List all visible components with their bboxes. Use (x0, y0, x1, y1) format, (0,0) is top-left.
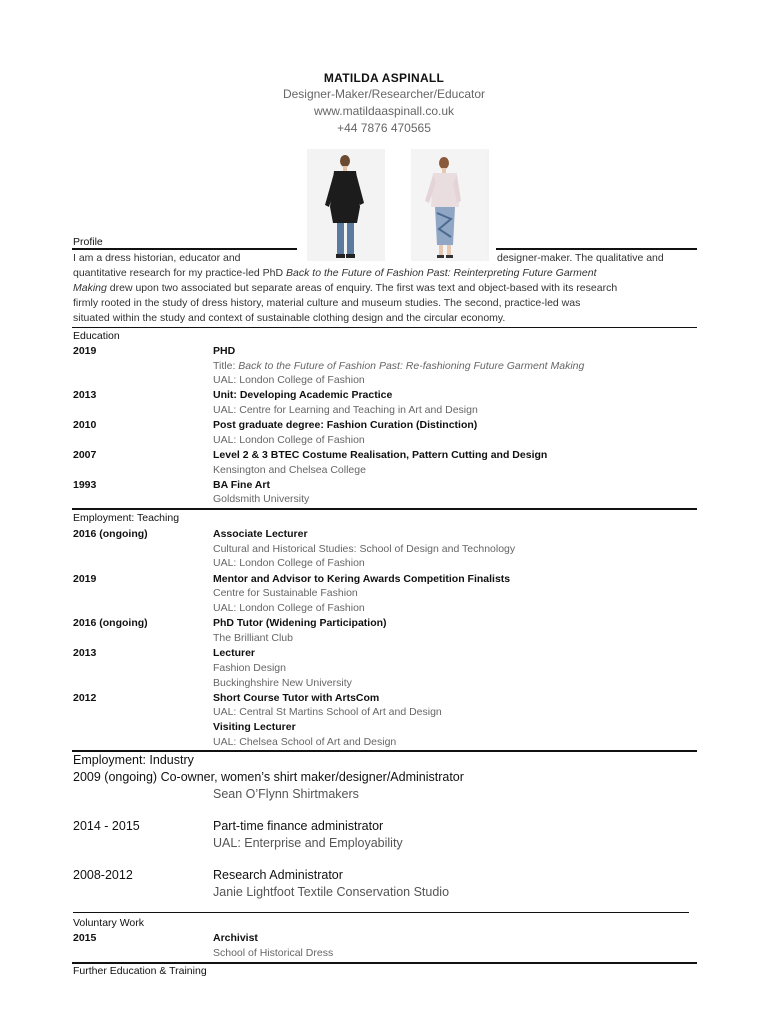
cv-name: MATILDA ASPINALL (323, 71, 445, 85)
industry-title: Research Administrator (213, 868, 343, 882)
profile-line-3 (73, 282, 617, 294)
divider (72, 962, 697, 964)
teaching-institution: UAL: London College of Fashion (213, 557, 365, 569)
education-thesis-title: Back to the Future of Fashion Past: Re-fashioning Future Garment Making (238, 360, 585, 372)
teaching-year: 2012 (73, 692, 97, 704)
profile-line-5: situated within the study and context of sustainable clothing design and the circular economy. (73, 312, 506, 324)
teaching-detail: Fashion Design (213, 662, 286, 674)
education-year: 2019 (73, 345, 97, 357)
teaching-year: 2019 (73, 573, 97, 585)
industry-year: 2014 - 2015 (73, 819, 140, 833)
divider (72, 508, 697, 510)
education-heading: Education (73, 330, 120, 342)
profile-line-1-left: I am a dress historian, educator and (73, 252, 241, 264)
education-year: 2007 (73, 449, 97, 461)
cv-role: Designer-Maker/Researcher/Educator (282, 87, 486, 101)
further-education-heading: Further Education & Training (73, 965, 207, 977)
portrait-photo-right (411, 149, 489, 261)
education-detail-label: Title: (213, 360, 239, 372)
education-institution: UAL: Centre for Learning and Teaching in Art and Design (213, 404, 478, 416)
voluntary-organisation: School of Historical Dress (213, 947, 334, 959)
portrait-photo-left (307, 149, 385, 261)
education-institution: UAL: London College of Fashion (213, 374, 365, 386)
industry-title: Part-time finance administrator (213, 819, 384, 833)
education-year: 1993 (73, 479, 97, 491)
profile-thesis-title: Back to the Future of Fashion Past: Reinterpreting Future Garment (286, 267, 597, 279)
industry-first-entry: 2009 (ongoing) Co-owner, women’s shirt maker/designer/Administrator (73, 770, 464, 784)
teaching-institution: UAL: Chelsea School of Art and Design (213, 736, 397, 748)
education-institution: Goldsmith University (213, 493, 310, 505)
cv-phone: +44 7876 470565 (337, 121, 431, 135)
education-institution: UAL: London College of Fashion (213, 434, 365, 446)
teaching-institution: UAL: Central St Martins School of Art and Design (213, 706, 442, 718)
education-year: 2010 (73, 419, 97, 431)
education-title: Unit: Developing Academic Practice (213, 389, 393, 401)
industry-employer: UAL: Enterprise and Employability (213, 836, 403, 850)
education-title: Post graduate degree: Fashion Curation (Distinction) (213, 419, 478, 431)
profile-thesis-title-end: Making (73, 282, 107, 294)
teaching-title: Visiting Lecturer (213, 721, 296, 733)
teaching-title: Mentor and Advisor to Kering Awards Competition Finalists (213, 573, 511, 585)
industry-employer: Sean O’Flynn Shirtmakers (213, 787, 359, 801)
teaching-institution: The Brilliant Club (213, 632, 293, 644)
voluntary-heading: Voluntary Work (73, 917, 145, 929)
education-year: 2013 (73, 389, 97, 401)
teaching-institution: Buckinghshire New University (213, 677, 352, 689)
education-detail (213, 360, 584, 372)
voluntary-title: Archivist (213, 932, 258, 944)
teaching-title: PhD Tutor (Widening Participation) (213, 617, 387, 629)
profile-rule-right (496, 248, 697, 250)
teaching-title: Associate Lecturer (213, 528, 308, 540)
teaching-heading: Employment: Teaching (73, 512, 180, 524)
education-title: PHD (213, 345, 236, 357)
divider (72, 750, 697, 752)
teaching-title: Short Course Tutor with ArtsCom (213, 692, 380, 704)
profile-line-4: firmly rooted in the study of dress history, material culture and museum studies. The second, practice-led was (73, 297, 581, 309)
underscore-divider (73, 912, 689, 913)
education-title: Level 2 & 3 BTEC Costume Realisation, Pattern Cutting and Design (213, 449, 548, 461)
teaching-year: 2016 (ongoing) (73, 617, 148, 629)
profile-line-2-text: quantitative research for my practice-led PhD (73, 267, 287, 279)
profile-rule-left (72, 248, 297, 250)
industry-employer: Janie Lightfoot Textile Conservation Studio (213, 885, 450, 899)
teaching-detail: Centre for Sustainable Fashion (213, 587, 358, 599)
education-institution: Kensington and Chelsea College (213, 464, 366, 476)
teaching-year: 2016 (ongoing) (73, 528, 148, 540)
profile-line-1-right: designer-maker. The qualitative and (497, 252, 664, 264)
teaching-year: 2013 (73, 647, 97, 659)
divider (72, 327, 697, 328)
industry-heading: Employment: Industry (73, 753, 194, 767)
teaching-detail: Cultural and Historical Studies: School of Design and Technology (213, 543, 516, 555)
teaching-title: Lecturer (213, 647, 256, 659)
profile-line-3-text: drew upon two associated but separate areas of enquiry. The first was text and object-based with its research (106, 282, 618, 294)
profile-line-2 (73, 267, 597, 279)
cv-website: www.matildaaspinall.co.uk (313, 104, 455, 118)
profile-heading: Profile (73, 236, 103, 248)
teaching-institution: UAL: London College of Fashion (213, 602, 365, 614)
industry-year: 2008-2012 (73, 868, 133, 882)
education-title: BA Fine Art (213, 479, 270, 491)
voluntary-year: 2015 (73, 932, 97, 944)
